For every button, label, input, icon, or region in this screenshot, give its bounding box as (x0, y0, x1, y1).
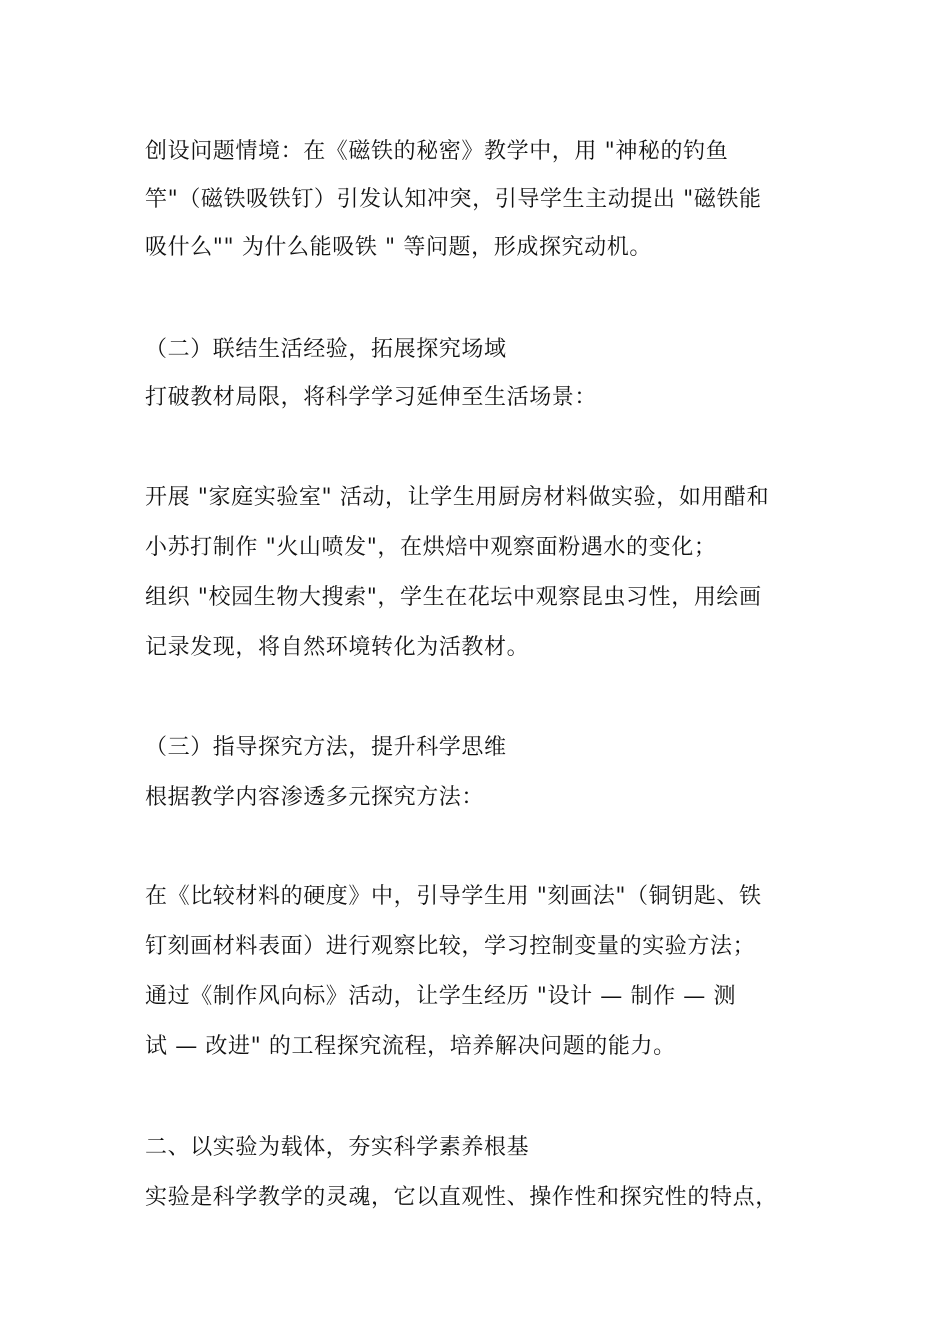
paragraph-line: 钉刻画材料表面）进行观察比较，学习控制变量的实验方法； (145, 934, 756, 959)
paragraph-line: 开展 "家庭实验室" 活动，让学生用厨房材料做实验，如用醋和 (145, 485, 770, 510)
paragraph-line: 组织 "校园生物大搜索"，学生在花坛中观察昆虫习性，用绘画 (145, 585, 762, 610)
paragraph-line: 实验是科学教学的灵魂，它以直观性、操作性和探究性的特点， (145, 1185, 778, 1210)
paragraph-line: 吸什么"" 为什么能吸铁 " 等问题，形成探究动机。 (145, 235, 652, 260)
paragraph-line: 试 — 改进" 的工程探究流程，培养解决问题的能力。 (145, 1034, 676, 1059)
paragraph-line: 在《比较材料的硬度》中，引导学生用 "刻画法"（铜钥匙、铁 (145, 884, 762, 909)
paragraph-line: 竿"（磁铁吸铁钉）引发认知冲突，引导学生主动提出 "磁铁能 (145, 187, 762, 212)
section-heading: （二）联结生活经验，拓展探究场域 (145, 337, 507, 362)
paragraph-line: 根据教学内容渗透多元探究方法： (145, 785, 485, 810)
section-heading: （三）指导探究方法，提升科学思维 (145, 735, 507, 760)
section-heading: 二、以实验为载体，夯实科学素养根基 (145, 1135, 530, 1160)
paragraph-line: 打破教材局限，将科学学习延伸至生活场景： (145, 385, 598, 410)
paragraph-line: 通过《制作风向标》活动，让学生经历 "设计 — 制作 — 测 (145, 984, 737, 1009)
paragraph-line: 创设问题情境：在《磁铁的秘密》教学中，用 "神秘的钓鱼 (145, 139, 729, 164)
paragraph-line: 小苏打制作 "火山喷发"，在烘焙中观察面粉遇水的变化； (145, 535, 717, 560)
paragraph-line: 记录发现，将自然环境转化为活教材。 (145, 635, 530, 660)
